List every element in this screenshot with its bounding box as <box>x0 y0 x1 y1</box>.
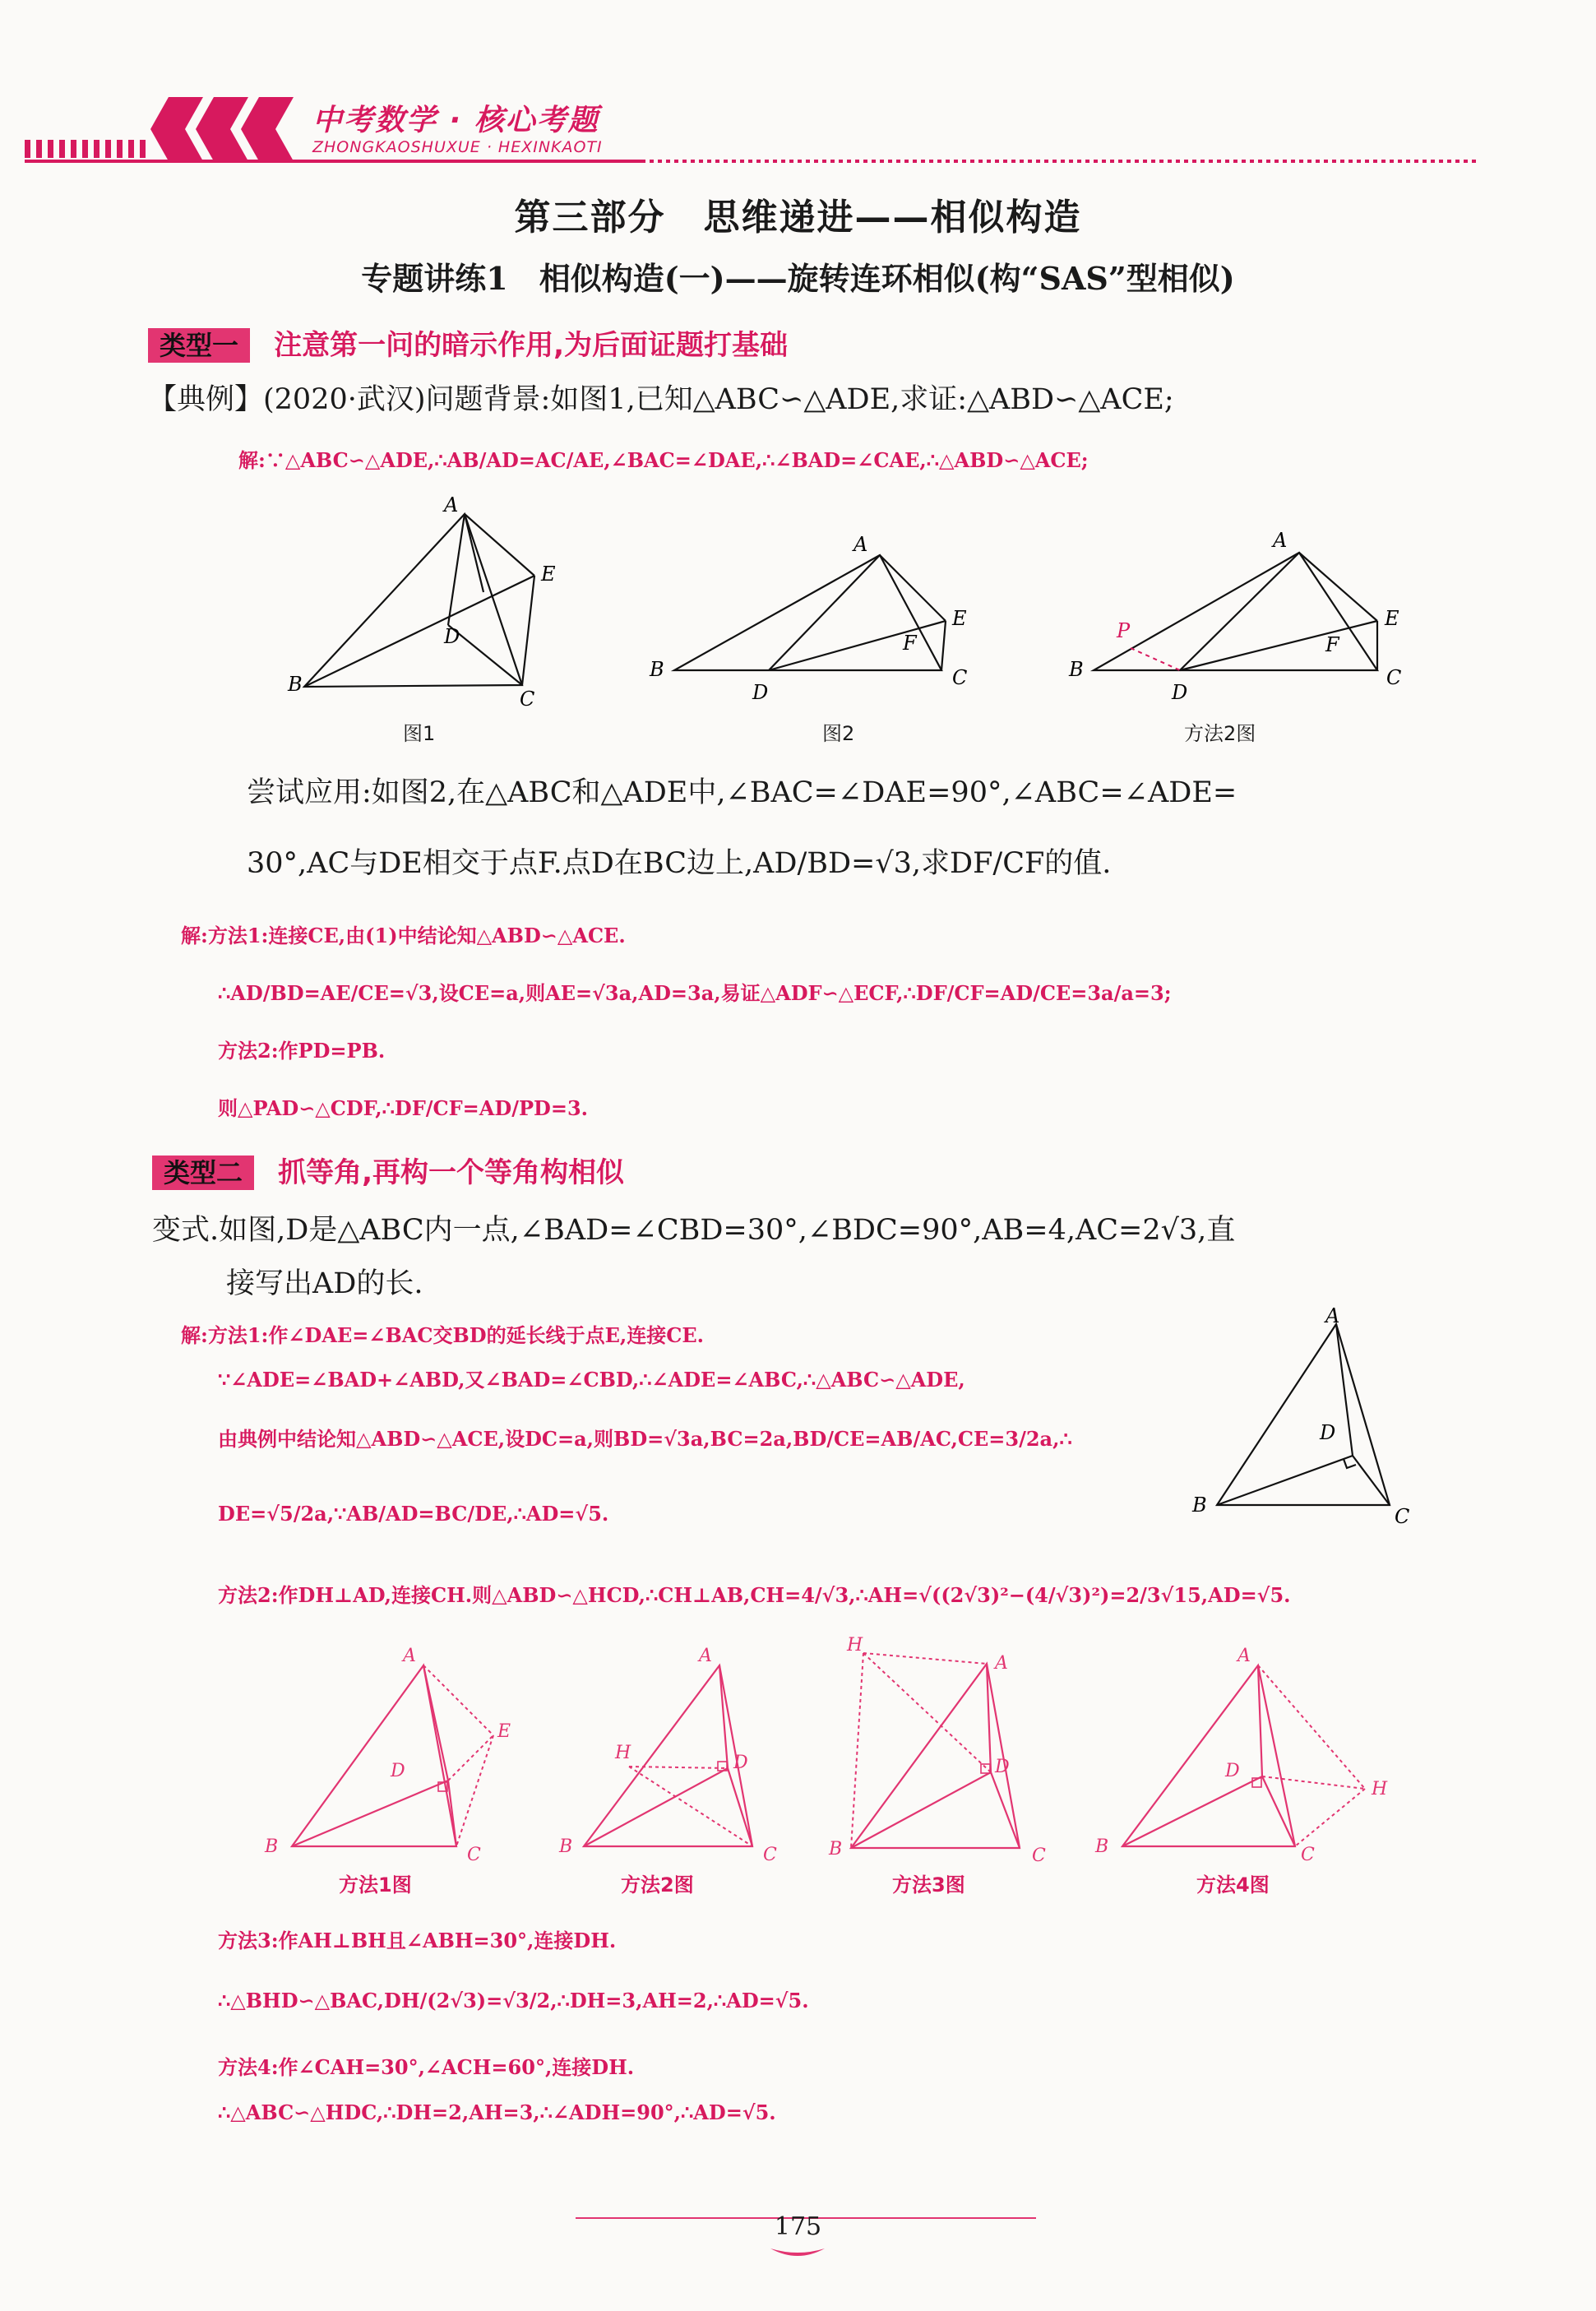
caption-method1: 方法1图 <box>339 1873 412 1897</box>
page-number: 175 <box>774 2212 822 2241</box>
svg-text:B: B <box>829 1839 843 1859</box>
try-solution-1: 解:方法1:连接CE,由(1)中结论知△ABD∽△ACE. <box>181 924 626 947</box>
variant-solution-5: 方法2:作DH⊥AD,连接CH.则△ABD∽△HCD,∴CH⊥AB,CH=4/√3,∴AH=√((2√3)²−(4/√3)²)=2/3√15,AD=√5. <box>218 1583 1291 1607</box>
svg-text:H: H <box>615 1743 631 1763</box>
caption-method4: 方法4图 <box>1196 1873 1270 1897</box>
try-solution-3: 方法2:作PD=PB. <box>218 1039 386 1063</box>
caption-method2b: 方法2图 <box>621 1873 694 1897</box>
svg-text:A: A <box>1325 1308 1340 1327</box>
try-line2: 30°,AC与DE相交于点F.点D在BC边上,AD/BD=√3,求DF/CF的值. <box>247 847 1112 880</box>
final-solution-3: 方法4:作∠CAH=30°,∠ACH=60°,连接DH. <box>218 2055 635 2079</box>
variant-solution-3: 由典例中结论知△ABD∽△ACE,设DC=a,则BD=√3a,BC=2a,BD/CE=AB/AC,CE=3/2a,∴ <box>218 1427 1072 1451</box>
variant-solution-2: ∵∠ADE=∠BAD+∠ABD,又∠BAD=∠CBD,∴∠ADE=∠ABC,∴△ABC∽△ADE, <box>218 1368 965 1392</box>
variant-line2: 接写出AD的长. <box>226 1267 423 1300</box>
final-solution-1: 方法3:作AH⊥BH且∠ABH=30°,连接DH. <box>218 1929 617 1952</box>
svg-text:B: B <box>265 1836 279 1857</box>
figure-1 <box>280 493 559 707</box>
page-ornament-icon <box>769 2245 826 2262</box>
figure-method4 <box>1085 1645 1414 1867</box>
header-title: 中考数学 · 核心考题 <box>312 104 599 137</box>
svg-text:B: B <box>1095 1836 1109 1857</box>
type1-badge: 类型一 <box>148 328 250 363</box>
type2-badge: 类型二 <box>152 1156 254 1190</box>
svg-text:H: H <box>1372 1779 1388 1799</box>
svg-text:C: C <box>763 1845 777 1865</box>
figure-method3 <box>822 1633 1085 1867</box>
example-text: 【典例】(2020·武汉)问题背景:如图1,已知△ABC∽△ADE,求证:△ABD∽△ACE; <box>148 383 1174 416</box>
svg-text:C: C <box>1301 1845 1315 1865</box>
svg-text:D: D <box>391 1761 405 1781</box>
svg-text:C: C <box>1386 666 1402 689</box>
svg-text:D: D <box>1225 1761 1240 1781</box>
svg-text:A: A <box>854 533 868 556</box>
svg-text:B: B <box>650 658 664 681</box>
type1-text: 注意第一问的暗示作用,为后面证题打基础 <box>274 329 789 362</box>
caption-fig2: 图2 <box>822 722 855 745</box>
figure-variant <box>1184 1308 1439 1538</box>
svg-text:F: F <box>1325 633 1339 656</box>
svg-text:C: C <box>1395 1505 1410 1528</box>
variant-solution-1: 解:方法1:作∠DAE=∠BAC交BD的延长线于点E,连接CE. <box>181 1323 704 1347</box>
svg-text:A: A <box>444 493 459 516</box>
caption-fig1: 图1 <box>403 722 436 745</box>
figure-2 <box>641 526 987 707</box>
topic-title: 专题讲练1 相似构造(一)——旋转连环相似(构“SAS”型相似) <box>361 260 1235 297</box>
svg-text:C: C <box>1032 1846 1046 1866</box>
svg-text:P: P <box>1117 619 1131 642</box>
variant-line1: 变式.如图,D是△ABC内一点,∠BAD=∠CBD=30°,∠BDC=90°,AB=4,AC=2√3,直 <box>152 1214 1236 1247</box>
svg-text:E: E <box>952 607 967 630</box>
svg-text:D: D <box>733 1753 748 1773</box>
svg-text:A: A <box>403 1646 416 1666</box>
variant-solution-4: DE=√5/2a,∵AB/AD=BC/DE,∴AD=√5. <box>218 1502 609 1526</box>
final-solution-4: ∴△ABC∽△HDC,∴DH=2,AH=3,∴∠ADH=90°,∴AD=√5. <box>218 2100 776 2124</box>
header-stripes <box>25 140 148 158</box>
svg-text:C: C <box>952 666 968 689</box>
svg-text:H: H <box>847 1635 863 1656</box>
svg-text:B: B <box>559 1836 573 1857</box>
try-line1: 尝试应用:如图2,在△ABC和△ADE中,∠BAC=∠DAE=90°,∠ABC=∠ADE= <box>247 776 1237 809</box>
figure-method1 <box>255 1645 534 1867</box>
svg-text:E: E <box>1385 607 1399 630</box>
type2-text: 抓等角,再构一个等角构相似 <box>278 1156 625 1189</box>
caption-method2: 方法2图 <box>1184 722 1256 745</box>
example-solution: 解:∵△ABC∽△ADE,∴AB/AD=AC/AE,∠BAC=∠DAE,∴∠BAD=∠CAE,∴△ABD∽△ACE; <box>238 448 1089 472</box>
svg-text:B: B <box>288 673 303 696</box>
svg-text:D: D <box>1172 681 1188 704</box>
type2-heading <box>152 1150 624 1190</box>
svg-text:F: F <box>903 632 917 655</box>
svg-text:D: D <box>995 1757 1010 1777</box>
svg-text:D: D <box>752 681 769 704</box>
svg-text:A: A <box>995 1653 1008 1674</box>
svg-text:B: B <box>1192 1494 1207 1517</box>
svg-text:C: C <box>520 688 535 707</box>
figure-method2 <box>1061 526 1414 707</box>
svg-text:E: E <box>497 1721 511 1742</box>
svg-text:B: B <box>1069 658 1084 681</box>
svg-text:D: D <box>1320 1421 1336 1444</box>
final-solution-2: ∴△BHD∽△BAC,DH/(2√3)=√3/2,∴DH=3,AH=2,∴AD=√5. <box>218 1989 809 2012</box>
type1-heading <box>148 322 788 363</box>
try-solution-2: ∴AD/BD=AE/CE=√3,设CE=a,则AE=√3a,AD=3a,易证△ADF∽△ECF,∴DF/CF=AD/CE=3a/a=3; <box>218 981 1172 1005</box>
header-subtitle: ZHONGKAOSHUXUE · HEXINKAOTI <box>312 138 603 156</box>
svg-text:A: A <box>1273 529 1288 552</box>
header-dotted-rule <box>641 160 1480 163</box>
caption-method3: 方法3图 <box>892 1873 965 1897</box>
svg-text:E: E <box>541 563 556 586</box>
svg-text:C: C <box>467 1845 481 1865</box>
svg-text:D: D <box>444 625 460 648</box>
try-solution-4: 则△PAD∽△CDF,∴DF/CF=AD/PD=3. <box>218 1096 589 1120</box>
chevron-logo-icon <box>148 97 304 161</box>
svg-text:A: A <box>1237 1646 1251 1666</box>
svg-text:A: A <box>699 1646 712 1666</box>
part-title: 第三部分 思维递进——相似构造 <box>514 197 1082 239</box>
figure-method2b <box>551 1645 798 1867</box>
